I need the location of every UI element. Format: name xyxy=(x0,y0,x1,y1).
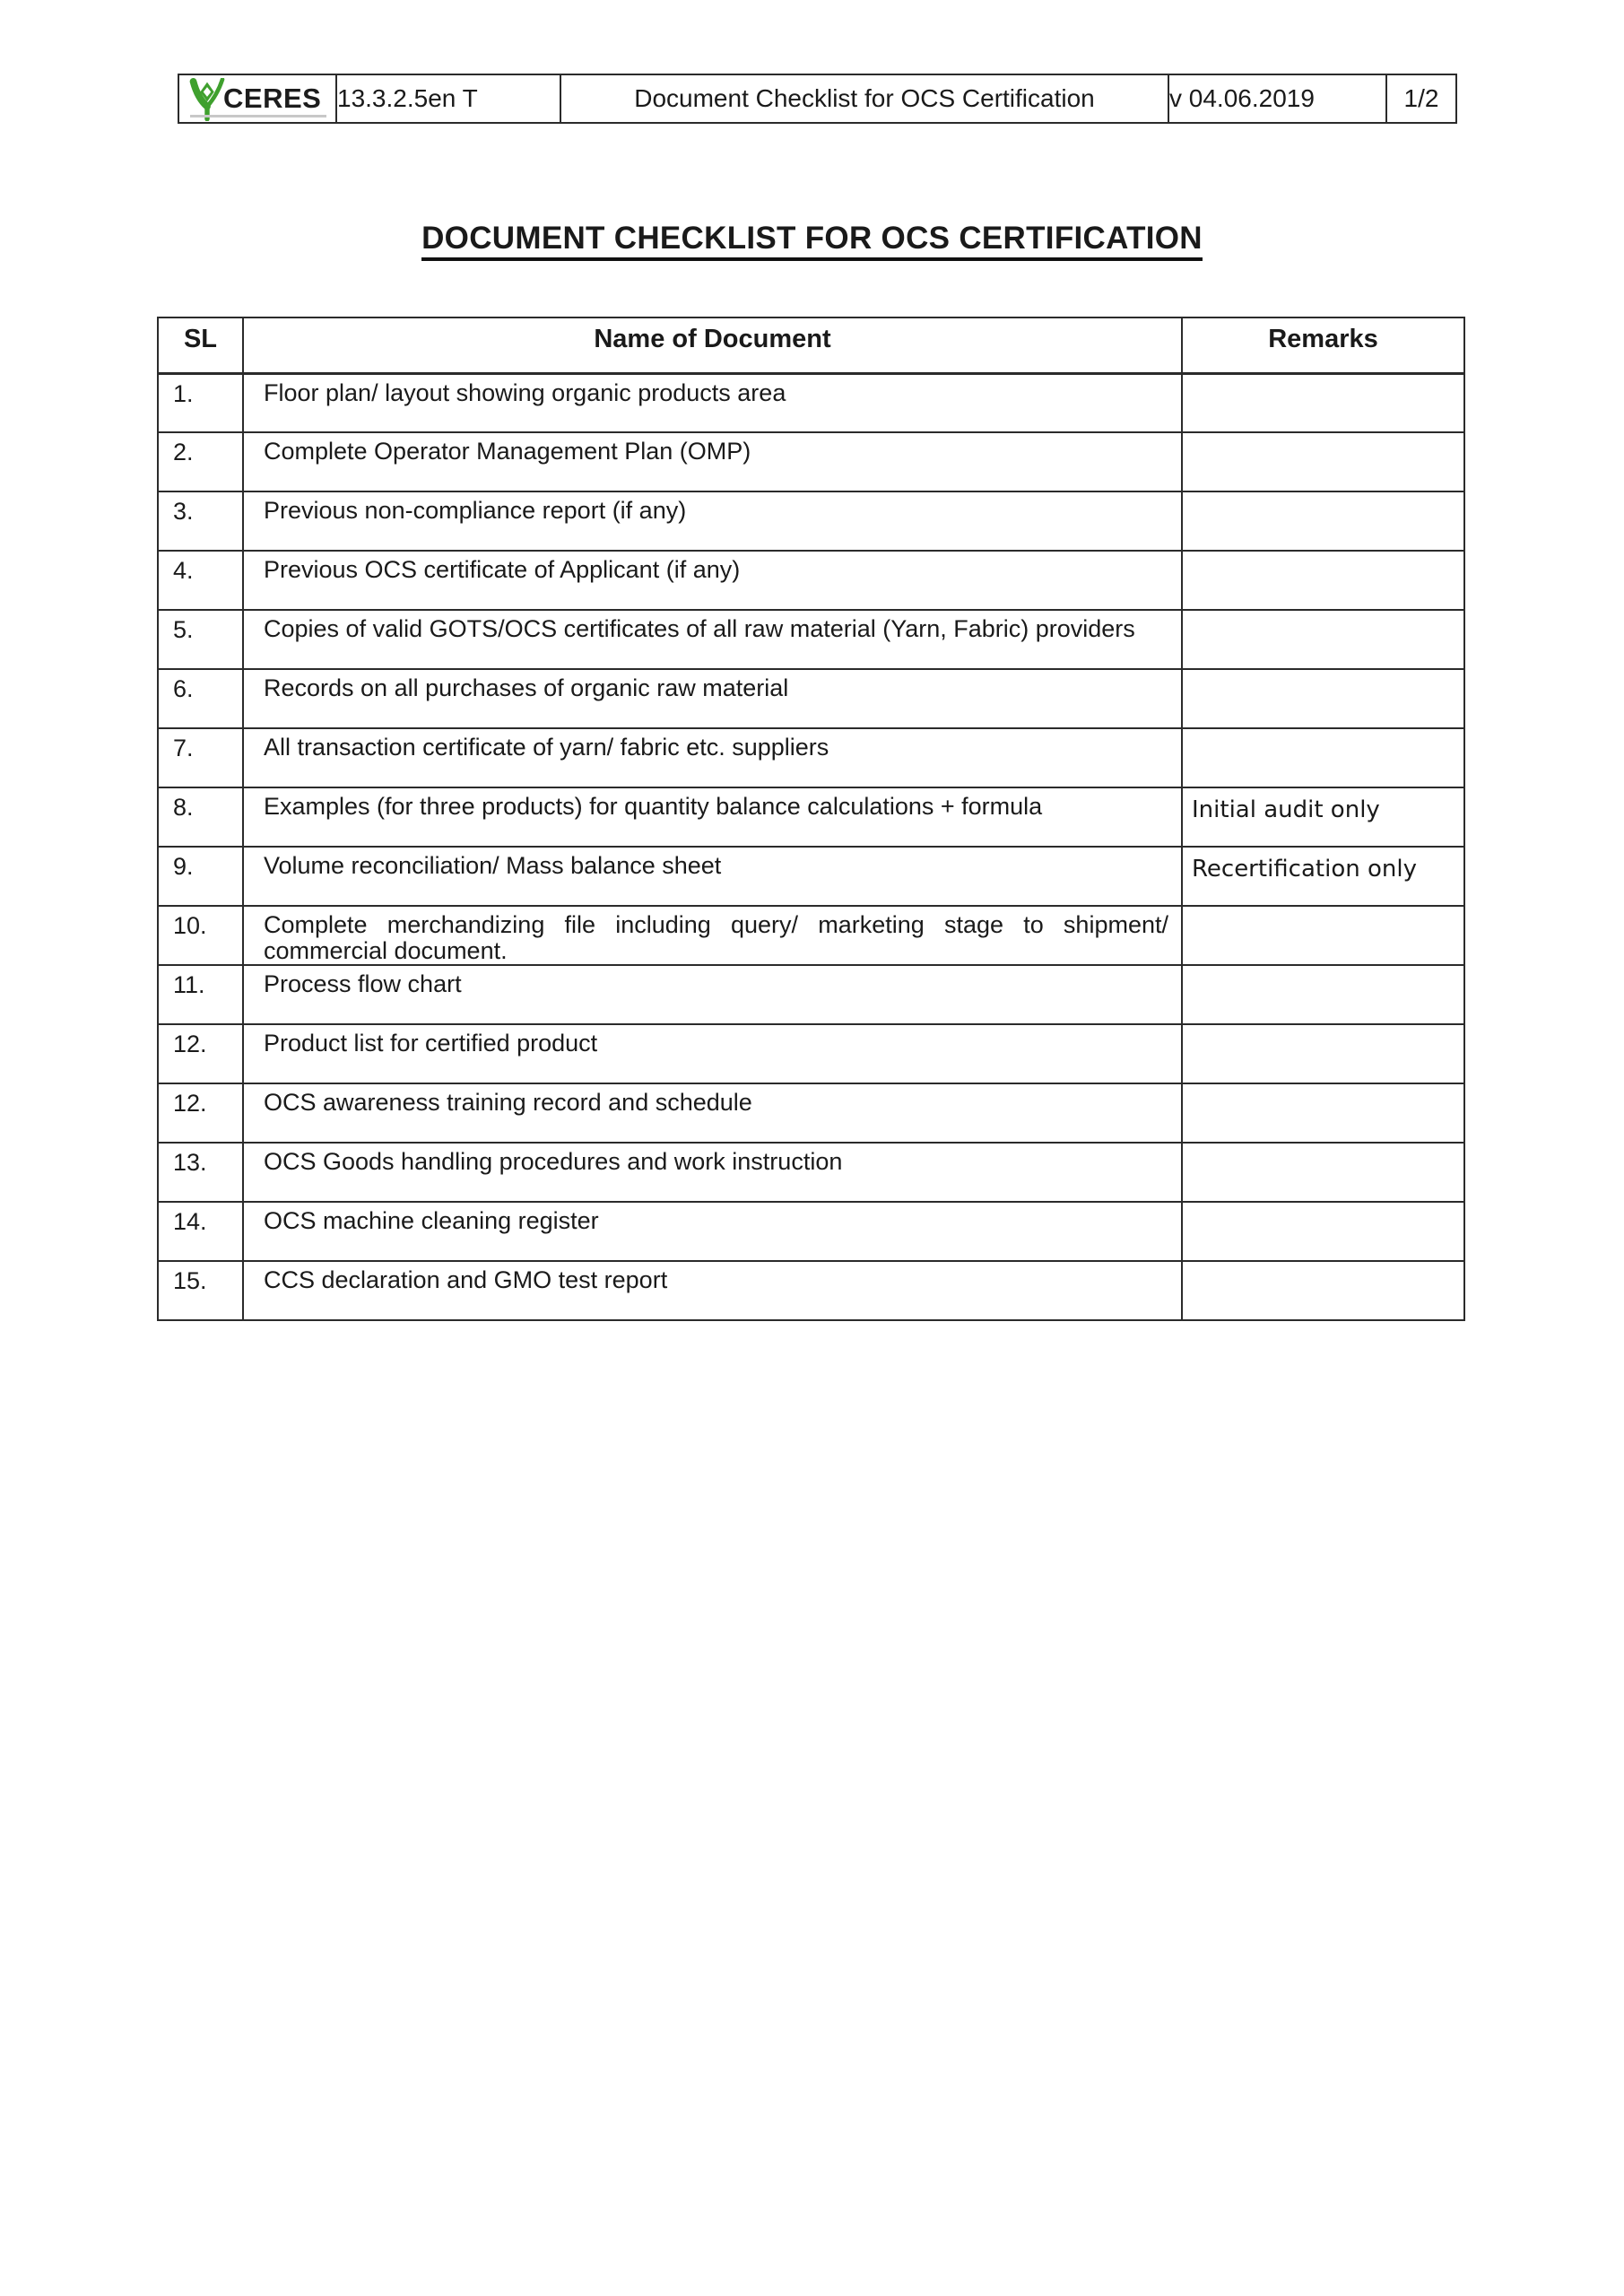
document-header-table xyxy=(178,74,1457,124)
page-title xyxy=(0,221,1624,261)
row-remarks-cell xyxy=(1182,669,1464,728)
row-sl-cell: 12. xyxy=(158,1083,243,1143)
row-name-cell: Floor plan/ layout showing organic products area xyxy=(243,373,1182,432)
row-remarks-cell xyxy=(1182,432,1464,491)
row-name-cell: Complete merchandizing file including query/ marketing stage to shipment/ commercial document. xyxy=(243,906,1182,965)
table-row xyxy=(158,610,1464,669)
sl-column-header: SL xyxy=(158,317,243,373)
row-remarks-cell xyxy=(1182,610,1464,669)
row-sl-cell: 7. xyxy=(158,728,243,787)
row-sl-cell: 12. xyxy=(158,1024,243,1083)
row-name-cell: Copies of valid GOTS/OCS certificates of all raw material (Yarn, Fabric) providers xyxy=(243,610,1182,669)
row-name-cell: Complete Operator Management Plan (OMP) xyxy=(243,432,1182,491)
row-remarks-cell xyxy=(1182,1202,1464,1261)
row-name-cell: Volume reconciliation/ Mass balance sheet xyxy=(243,847,1182,906)
table-row xyxy=(158,787,1464,847)
row-remarks-cell xyxy=(1182,728,1464,787)
row-name-cell: Product list for certified product xyxy=(243,1024,1182,1083)
row-remarks-cell xyxy=(1182,906,1464,965)
table-row xyxy=(158,1083,1464,1143)
row-sl-cell: 3. xyxy=(158,491,243,551)
row-sl-cell: 8. xyxy=(158,787,243,847)
logo-cell xyxy=(178,74,336,123)
row-name-cell: All transaction certificate of yarn/ fabric etc. suppliers xyxy=(243,728,1182,787)
table-row xyxy=(158,965,1464,1024)
table-row xyxy=(158,432,1464,491)
row-sl-cell: 13. xyxy=(158,1143,243,1202)
table-row xyxy=(158,491,1464,551)
row-remarks-cell xyxy=(1182,491,1464,551)
page-title-text: DOCUMENT CHECKLIST FOR OCS CERTIFICATION xyxy=(421,221,1203,261)
row-remarks-cell xyxy=(1182,1261,1464,1320)
header-doc-title-cell: Document Checklist for OCS Certification xyxy=(560,74,1168,123)
row-remarks-cell xyxy=(1182,1143,1464,1202)
row-sl-cell: 10. xyxy=(158,906,243,965)
row-sl-cell: 14. xyxy=(158,1202,243,1261)
row-name-cell: Process flow chart xyxy=(243,965,1182,1024)
doc-number-cell: 13.3.2.5en T xyxy=(336,74,560,123)
row-sl-cell: 2. xyxy=(158,432,243,491)
table-row xyxy=(158,1143,1464,1202)
row-name-cell: Previous non-compliance report (if any) xyxy=(243,491,1182,551)
header-row xyxy=(178,74,1456,123)
row-sl-cell: 4. xyxy=(158,551,243,610)
row-name-cell: OCS machine cleaning register xyxy=(243,1202,1182,1261)
page-number-cell: 1/2 xyxy=(1386,74,1456,123)
table-row xyxy=(158,373,1464,432)
table-row xyxy=(158,1261,1464,1320)
row-sl-cell: 6. xyxy=(158,669,243,728)
checklist-table xyxy=(157,317,1465,1321)
row-name-cell: Previous OCS certificate of Applicant (if any) xyxy=(243,551,1182,610)
brand-name: CERES xyxy=(223,83,322,114)
row-remarks-cell: Initial audit only xyxy=(1182,787,1464,847)
logo-underline xyxy=(190,115,326,117)
table-row xyxy=(158,1202,1464,1261)
row-remarks-cell xyxy=(1182,1024,1464,1083)
table-row xyxy=(158,906,1464,965)
row-name-cell: Records on all purchases of organic raw material xyxy=(243,669,1182,728)
row-sl-cell: 9. xyxy=(158,847,243,906)
row-sl-cell: 1. xyxy=(158,373,243,432)
table-row xyxy=(158,847,1464,906)
name-column-header: Name of Document xyxy=(243,317,1182,373)
row-remarks-cell xyxy=(1182,373,1464,432)
row-sl-cell: 15. xyxy=(158,1261,243,1320)
row-name-cell: OCS awareness training record and schedule xyxy=(243,1083,1182,1143)
remarks-column-header: Remarks xyxy=(1182,317,1464,373)
row-name-cell: Examples (for three products) for quantity balance calculations + formula xyxy=(243,787,1182,847)
doc-version-cell: v 04.06.2019 xyxy=(1168,74,1386,123)
row-sl-cell: 5. xyxy=(158,610,243,669)
table-row xyxy=(158,551,1464,610)
row-sl-cell: 11. xyxy=(158,965,243,1024)
row-remarks-cell xyxy=(1182,1083,1464,1143)
checklist-header-row xyxy=(158,317,1464,373)
row-name-cell: CCS declaration and GMO test report xyxy=(243,1261,1182,1320)
row-name-cell: OCS Goods handling procedures and work instruction xyxy=(243,1143,1182,1202)
table-row xyxy=(158,728,1464,787)
row-remarks-cell: Recertification only xyxy=(1182,847,1464,906)
row-remarks-cell xyxy=(1182,551,1464,610)
table-row xyxy=(158,669,1464,728)
row-remarks-cell xyxy=(1182,965,1464,1024)
table-row xyxy=(158,1024,1464,1083)
